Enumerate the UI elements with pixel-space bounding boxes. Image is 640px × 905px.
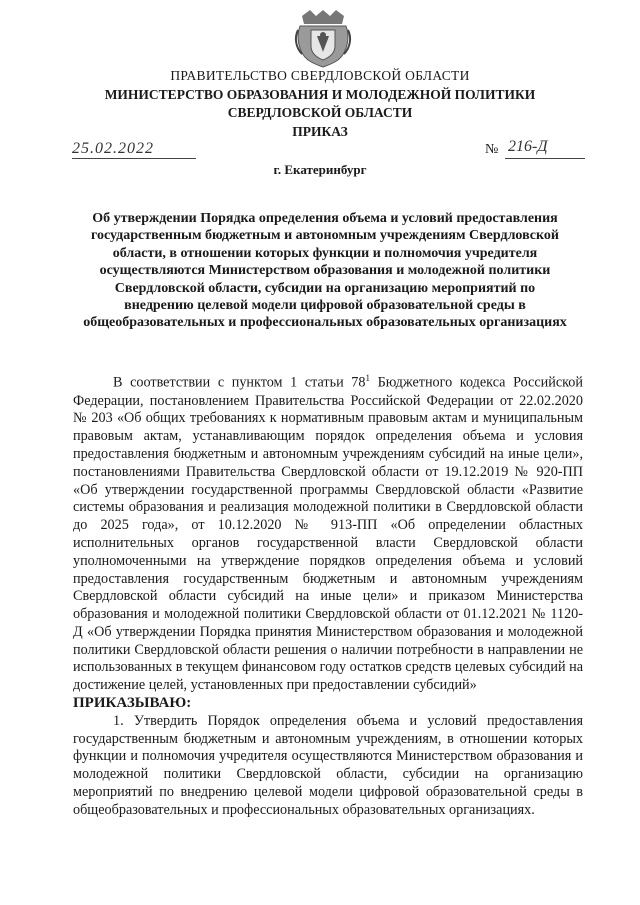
ministry-name-line1: МИНИСТЕРСТВО ОБРАЗОВАНИЯ И МОЛОДЕЖНОЙ ПОЛИТИКИ xyxy=(104,87,536,102)
number-underline xyxy=(505,158,585,159)
order-body xyxy=(73,370,583,820)
ministry-name xyxy=(0,86,640,122)
government-name: ПРАВИТЕЛЬСТВО СВЕРДЛОВСКОЙ ОБЛАСТИ xyxy=(170,68,470,83)
number-label: № xyxy=(485,142,499,157)
preamble-rest: Бюджетного кодекса Российской Федерации, постановлением Правительства Российской Федерации от 22.02.2020 № 203 «Об общих требованиях к нормативным правовым актам и муниципальным правовым актам, устанавливающим порядок определения объема и условия предоставления бюджетным и автономным учреждениям субсидий на иные цели», постановлениями Правительства Свердловской области от 19.12.2019 № 920-ПП «Об утверждении государственной программы Свердловской области «Развитие системы образования и реализация молодежной политики в Свердловской области до 2025 года», от 10.12.2020 № 913-ПП «Об определении областных исполнительных органов государственной власти Свердловской области уполномоченными на утверждение порядков определения объема и условий предоставления государственным бюджетным и автономным учреждениям Свердловской области субсидий на иные цели» и приказом Министерства образования и молодежной политики Свердловской области от 01.12.2021 № 1120-Д «Об утверждении Порядка принятия Министерством образования и молодежной политики Свердловской области решения о наличии потребности в направлении не использованных в текущем финансовом году остатков средств целевых субсидий на достижение целей, установленных при предоставлении субсидий» xyxy=(73,374,583,694)
order-command: ПРИКАЗЫВАЮ: xyxy=(73,695,192,712)
article-superscript: 1 xyxy=(365,373,370,383)
document-type: ПРИКАЗ xyxy=(292,124,348,139)
date-underline xyxy=(72,158,196,159)
order-date: 25.02.2022 xyxy=(72,140,154,157)
order-subject: Об утверждении Порядка определения объема и условий предоставления государственным бюджетным и автономным учреждениям Свердловской области, в отношении которых функции и полномочия учредителя осуществляются Министерством образования и молодежной политики Свердловской области, субсидии на организацию мероприятий по внедрению целевой модели цифровой образовательной среды в общеобразовательных и профессиональных образовательных организациях xyxy=(83,211,567,331)
coat-of-arms-icon xyxy=(294,8,352,68)
ministry-name-line2: СВЕРДЛОВСКОЙ ОБЛАСТИ xyxy=(227,105,413,120)
city: г. Екатеринбург xyxy=(273,162,367,177)
preamble-paragraph xyxy=(73,370,583,695)
order-item-1: 1. Утвердить Порядок определения объема и условий предоставления государственным бюджетным и автономным учреждениям, в отношении которых функции и полномочия учредителя осуществляются Министерством образования и молодежной политики Свердловской области, субсидии на организацию мероприятий по внедрению целевой модели цифровой образовательной среды в общеобразовательных и профессиональных образовательных организациях. xyxy=(73,712,583,818)
preamble-start: В соответствии с пунктом 1 статьи 78 xyxy=(113,374,366,391)
order-number: 216-Д xyxy=(508,138,548,155)
